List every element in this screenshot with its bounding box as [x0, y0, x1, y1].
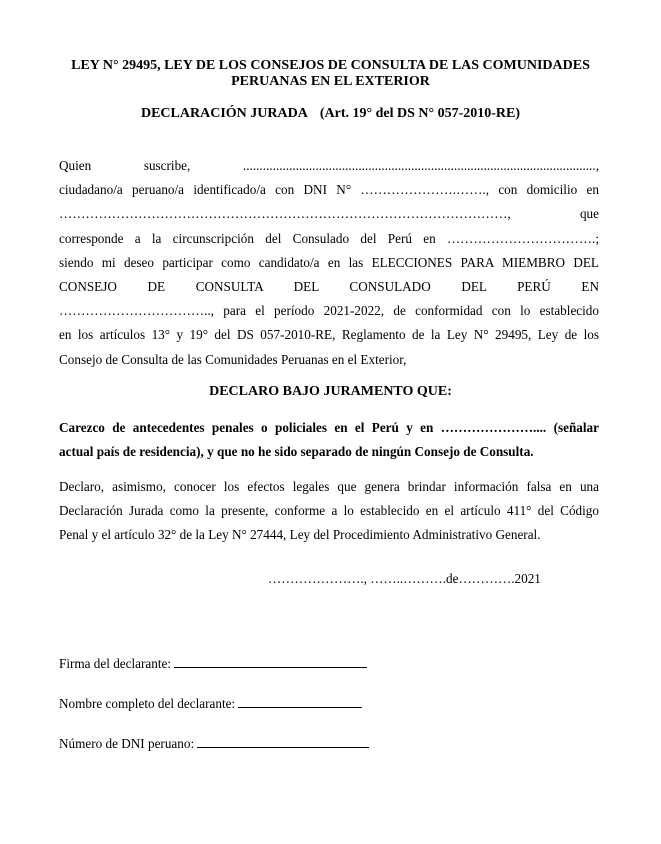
document-title: LEY N° 29495, LEY DE LOS CONSEJOS DE CONSULTA DE LAS COMUNIDADES PERUANAS EN EL EXTERIOR	[71, 58, 590, 89]
full-name-blank-line[interactable]	[238, 695, 362, 708]
declarant-paragraph	[59, 154, 599, 372]
signature-blank-line[interactable]	[174, 655, 367, 668]
declaration-heading: DECLARO BAJO JURAMENTO QUE:	[209, 384, 452, 399]
paragraph-line: …………………………………………………………………………………………, que	[59, 206, 599, 222]
paragraph-line: Consejo de Consulta de las Comunidades Peruanas en el Exterior,	[59, 351, 407, 367]
paragraph-line: Declaración Jurada como la presente, conforme a lo establecido en el artículo 411° del Código	[59, 503, 599, 519]
paragraph-line: en los artículos 13° y 19° del DS 057-2010-RE, Reglamento de la Ley N° 29495, Ley de los	[59, 327, 599, 343]
full-name-field	[59, 695, 362, 712]
paragraph-line: ciudadano/a peruano/a identificado/a con DNI N° ………………….……., con domicilio en	[59, 182, 599, 198]
declaration-statement	[59, 416, 599, 464]
paragraph-line: Quien suscribe, ...........................................................................................................,	[59, 158, 599, 173]
paragraph-line: …………………………….., para el período 2021-2022, de conformidad con lo establecido	[59, 303, 599, 319]
paragraph-line: siendo mi deseo participar como candidato/a en las ELECCIONES PARA MIEMBRO DEL	[59, 254, 599, 270]
paragraph-line: CONSEJO DE CONSULTA DEL CONSULADO DEL PERÚ EN	[59, 278, 599, 294]
place-date-line: …………………., ……..……….de………….2021	[268, 571, 541, 586]
dni-blank-line[interactable]	[197, 735, 369, 748]
legal-effects-paragraph	[59, 475, 599, 548]
full-name-label: Nombre completo del declarante:	[59, 696, 236, 711]
document-subtitle	[0, 106, 661, 122]
paragraph-line: Declaro, asimismo, conocer los efectos legales que genera brindar información falsa en una	[59, 479, 599, 494]
dni-field	[59, 735, 369, 752]
paragraph-line: corresponde a la circunscripción del Consulado del Perú en …………………………….;	[59, 230, 599, 246]
paragraph-line: Penal y el artículo 32° de la Ley N° 27444, Ley del Procedimiento Administrativo General.	[59, 527, 541, 543]
subtitle-article-reference: (Art. 19° del DS N° 057-2010-RE)	[319, 106, 521, 121]
paragraph-line: Carezco de antecedentes penales o policiales en el Perú y en ………………….... (señalar	[59, 420, 599, 435]
signature-label: Firma del declarante:	[59, 656, 172, 671]
subtitle-label: DECLARACIÓN JURADA	[140, 106, 308, 121]
signature-field	[59, 655, 367, 672]
paragraph-line: actual país de residencia), y que no he sido separado de ningún Consejo de Consulta.	[59, 444, 534, 460]
dni-label: Número de DNI peruano:	[59, 736, 195, 751]
